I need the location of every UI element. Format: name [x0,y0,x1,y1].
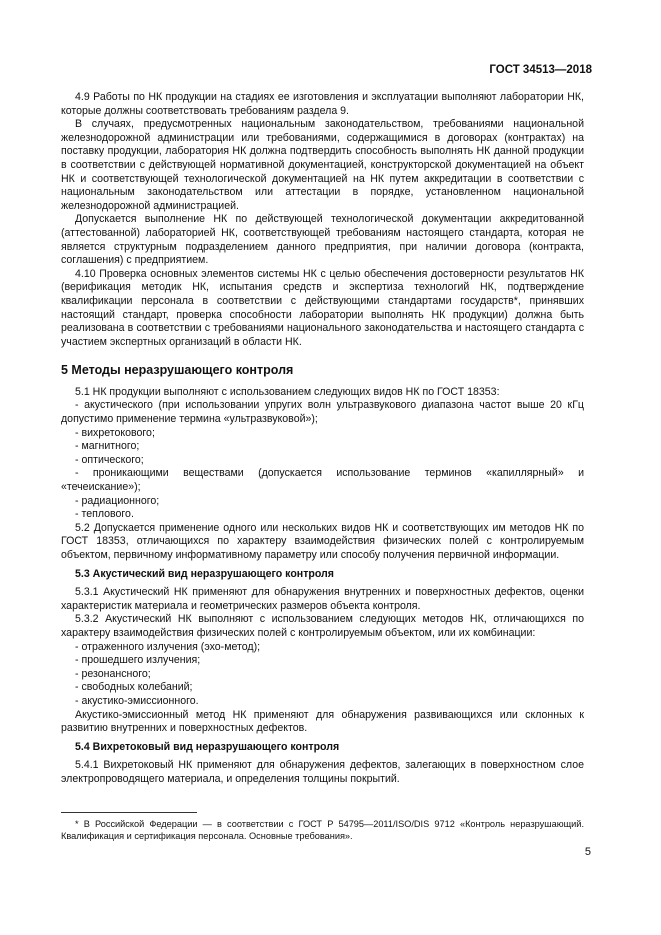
list-item: - акустического (при использовании упругих волн ультразвукового диапазона частот выше 20 кГц допустимо применение термина «ультразвуковой»); [61,399,584,426]
list-item: - свободных колебаний; [75,681,193,694]
section-5-heading: 5 Методы неразрушающего контроля [61,363,294,378]
paragraph-5-1: 5.1 НК продукции выполняют с использованием следующих видов НК по ГОСТ 18353: [75,385,500,398]
paragraph-5-4-1: 5.4.1 Вихретоковый НК применяют для обнаружения дефектов, залегающих в поверхностном слое электропроводящего материала, и определения толщины покрытий. [61,759,584,785]
list-item: - вихретокового; [75,426,155,439]
section-5-4-heading: 5.4 Вихретоковый вид неразрушающего контроля [75,740,340,753]
list-item: - теплового. [75,508,134,521]
paragraph-accreditation: В случаях, предусмотренных национальным законодательством, требованиями национальной железнодорожной администрации или требованиями, содержащимися в договорах (контрактах) на поставку продукции, лаборатория НК должна подтвердить способность выполнять НК данной продукции в соответствии с действующей нормативной документацией, конструкторской документацией на объект НК и соответствующей технологической документацией на НК путем аккредитации в соответствии с национальным законодательством или аттестации в порядке, установленном национальной железнодорожной администрацией. [61,118,584,212]
list-item: - резонансного; [75,667,151,680]
paragraph-4-9: 4.9 Работы по НК продукции на стадиях ее изготовления и эксплуатации выполняют лаборатории НК, которые должны соответствовать требованиям раздела 9. [61,91,584,117]
page-number: 5 [584,846,591,858]
paragraph-allowed-lab: Допускается выполнение НК по действующей технологической документации аккредитованной (аттестованной) лабораторией НК, соответствующей требованиям настоящего стандарта, которая не является структурным подразделением данного предприятия, при наличии договора (контракта, соглашения) с предприятием. [61,213,584,267]
page-body [61,91,584,787]
paragraph-4-10: 4.10 Проверка основных элементов системы НК с целью обеспечения достоверности результатов НК (верификация методик НК, испытания средств и экспертиза технологий НК, подтверждение квалификации персонала в соответствии с действующими стандартами государств*, принявших настоящий стандарт, проверка способности лаборатории выполнять НК продукции) должна быть реализована в соответствии с требованиями национального законодательства и настоящего стандарта с участием экспертных организаций в области НК. [61,267,584,348]
paragraph-5-3-2: 5.3.2 Акустический НК выполняют с использованием следующих методов НК, отличающихся по характеру взаимодействия физических полей с контролируемым объектом, или их комбинации: [61,613,584,639]
paragraph-acoustic-emission: Акустико-эмиссионный метод НК применяют для обнаружения развивающихся или склонных к развитию внутренних и поверхностных дефектов. [61,708,584,735]
list-item: - отраженного излучения (эхо-метод); [75,640,261,653]
paragraph-5-2: 5.2 Допускается применение одного или нескольких видов НК и соответствующих им методов НК по ГОСТ 18353, отличающихся по характеру взаимодействия физических полей с контролируемым объектом, первичному информативному параметру или способу получения первичной информации. [61,521,584,561]
footnote: * В Российской Федерации — в соответствии с ГОСТ Р 54795—2011/ISO/DIS 9712 «Контроль неразрушающий. Квалификация и сертификация персонала. Основные требования». [61,819,584,841]
section-5-3-heading: 5.3 Акустический вид неразрушающего контроля [75,567,334,580]
list-item: - акустико-эмиссионного. [75,694,199,707]
list-item: - прошедшего излучения; [75,654,201,667]
list-item: - магнитного; [75,440,140,453]
list-item: - радиационного; [75,494,160,507]
footnote-divider [61,812,197,813]
list-item: - проникающими веществами (допускается использование терминов «капиллярный» и «течеискание»); [61,467,584,494]
list-item: - оптического; [75,453,144,466]
document-header-id: ГОСТ 34513—2018 [489,64,592,76]
paragraph-5-3-1: 5.3.1 Акустический НК применяют для обнаружения внутренних и поверхностных дефектов, оценки характеристик материала и геометрических размеров объекта контроля. [61,586,584,612]
